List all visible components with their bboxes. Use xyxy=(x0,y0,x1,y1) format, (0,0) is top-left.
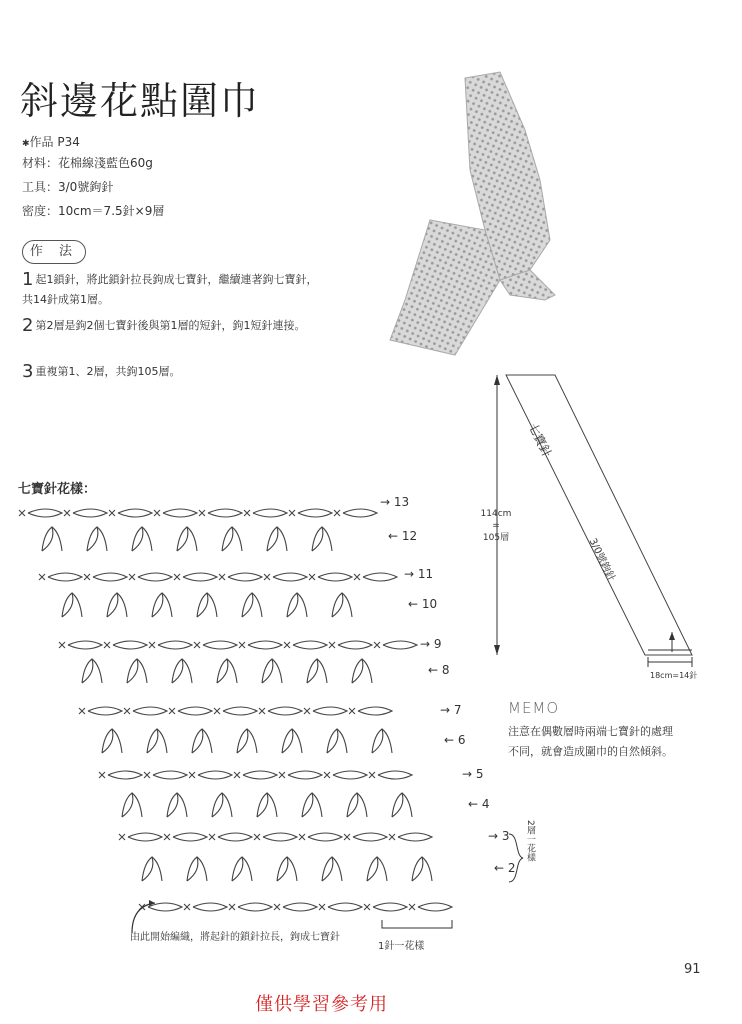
row-number: 6 xyxy=(457,733,466,747)
row-number: 5 xyxy=(475,767,484,781)
row-label xyxy=(468,797,490,811)
arrow-right-icon: → xyxy=(440,703,454,717)
loop-stitch xyxy=(377,857,387,881)
loop-stitch xyxy=(177,793,187,817)
howto-label: 作 法 xyxy=(22,240,86,264)
chain-loop xyxy=(183,573,217,581)
sc-stitch xyxy=(274,904,280,910)
sc-stitch xyxy=(59,642,65,648)
sc-stitch xyxy=(364,904,370,910)
chain-loop xyxy=(193,903,227,911)
row-number: 8 xyxy=(441,663,450,677)
sc-stitch xyxy=(184,904,190,910)
arrow-left-icon: ← xyxy=(468,797,482,811)
loop-stitch xyxy=(297,593,307,617)
step-text: 重複第1、2層，共鉤105層。 xyxy=(35,365,181,378)
loop-stitch xyxy=(267,527,278,551)
arrow-left-icon: ← xyxy=(428,663,442,677)
loop-stitch xyxy=(132,793,142,817)
chain-loop xyxy=(383,641,417,649)
length-label: 114cm = 105層 xyxy=(480,509,512,543)
start-note: 由此開始編織，將起針的鎖針拉長，鉤成七寶針 xyxy=(130,932,340,943)
sc-stitch xyxy=(264,574,270,580)
row-label xyxy=(388,529,417,543)
chain-loop xyxy=(248,641,282,649)
loop-stitch xyxy=(412,857,423,881)
sc-stitch xyxy=(104,642,110,648)
sc-stitch xyxy=(99,772,105,778)
loop-stitch xyxy=(87,527,98,551)
sc-stitch xyxy=(354,574,360,580)
loop-stitch xyxy=(232,527,242,551)
loop-stitch xyxy=(402,793,412,817)
row-label xyxy=(440,703,462,717)
sc-stitch xyxy=(129,574,135,580)
row-number: 10 xyxy=(421,597,438,611)
chain-loop xyxy=(208,509,242,517)
chain-loop xyxy=(243,771,277,779)
loop-stitch xyxy=(332,857,342,881)
row-number: 13 xyxy=(393,495,410,509)
loop-stitch xyxy=(132,527,143,551)
chain-loop xyxy=(48,573,82,581)
repeat-bracket xyxy=(378,918,458,934)
chain-loop xyxy=(238,903,272,911)
loop-stitch xyxy=(277,527,287,551)
loop-stitch xyxy=(122,793,133,817)
chain-loop xyxy=(273,573,307,581)
pattern-label: 七寶針花樣： xyxy=(18,482,97,497)
chain-loop xyxy=(263,833,297,841)
repeat-side-label: 2層一花樣 xyxy=(525,820,535,862)
sc-stitch xyxy=(164,834,170,840)
loop-stitch xyxy=(357,793,367,817)
sc-stitch xyxy=(259,708,265,714)
chain-loop xyxy=(228,573,262,581)
loop-stitch xyxy=(287,857,297,881)
chain-loop xyxy=(378,771,412,779)
chain-loop xyxy=(138,573,172,581)
page-title: 斜邊花點圍巾 xyxy=(20,79,261,123)
loop-stitch xyxy=(232,857,243,881)
loop-stitch xyxy=(312,793,322,817)
chain-loop xyxy=(313,707,347,715)
loop-stitch xyxy=(187,857,198,881)
loop-stitch xyxy=(382,729,392,753)
loop-stitch xyxy=(222,793,232,817)
watermark: 僅供學習參考用 xyxy=(255,994,388,1015)
chain-loop xyxy=(298,509,332,517)
loop-stitch xyxy=(112,729,122,753)
loop-stitch xyxy=(207,593,217,617)
loop-stitch xyxy=(252,593,262,617)
loop-stitch xyxy=(127,659,138,683)
loop-stitch xyxy=(147,729,158,753)
loop-stitch xyxy=(137,659,147,683)
loop-stitch xyxy=(372,729,383,753)
loop-stitch xyxy=(292,729,302,753)
sc-stitch xyxy=(304,708,310,714)
row-label xyxy=(462,767,484,781)
step-text: 起1鎖針，將此鎖針拉長鉤成七寶針，繼續連著鉤七寶針，共14針成第1層。 xyxy=(22,273,318,306)
chain-loop xyxy=(268,707,302,715)
arrow-left-icon: ← xyxy=(494,861,508,875)
loop-stitch xyxy=(287,593,298,617)
arrow-right-icon: → xyxy=(462,767,476,781)
chain-loop xyxy=(398,833,432,841)
loop-stitch xyxy=(332,593,343,617)
chain-loop xyxy=(418,903,452,911)
loop-stitch xyxy=(302,793,313,817)
sc-stitch xyxy=(284,642,290,648)
row-label xyxy=(420,637,442,651)
loop-stitch xyxy=(337,729,347,753)
loop-stitch xyxy=(262,659,273,683)
sc-stitch xyxy=(214,708,220,714)
step-1 xyxy=(22,270,322,310)
sc-stitch xyxy=(149,642,155,648)
chain-loop xyxy=(118,509,152,517)
chain-loop xyxy=(178,707,212,715)
loop-stitch xyxy=(282,729,293,753)
loop-stitch xyxy=(367,857,378,881)
row-label xyxy=(404,567,433,581)
step-number: 2 xyxy=(22,315,34,336)
sc-stitch xyxy=(309,574,315,580)
sc-stitch xyxy=(109,510,115,516)
loop-stitch xyxy=(142,857,153,881)
chain-loop xyxy=(173,833,207,841)
arrow-right-icon: → xyxy=(420,637,434,651)
loop-stitch xyxy=(202,729,212,753)
chain-loop xyxy=(158,641,192,649)
row-number: 9 xyxy=(433,637,442,651)
loop-stitch xyxy=(117,593,127,617)
page-number: 91 xyxy=(684,962,701,977)
material-line: 材料：花棉線淺藍色60g xyxy=(22,156,153,170)
arrow-left-icon: ← xyxy=(388,529,402,543)
sc-stitch xyxy=(239,642,245,648)
loop-stitch xyxy=(162,593,172,617)
arrow-right-icon: → xyxy=(404,567,418,581)
chain-loop xyxy=(203,641,237,649)
chain-loop xyxy=(113,641,147,649)
gauge-line: 密度：10cm＝7.5針×9層 xyxy=(22,204,165,218)
sc-stitch xyxy=(154,510,160,516)
chain-loop xyxy=(223,707,257,715)
sc-stitch xyxy=(219,574,225,580)
loop-stitch xyxy=(82,659,93,683)
loop-stitch xyxy=(242,857,252,881)
step-3 xyxy=(22,362,322,382)
arrow-right-icon: → xyxy=(488,829,502,843)
memo-body: 注意在偶數層時兩端七寶針的處理不同，就會造成圍巾的自然傾斜。 xyxy=(508,725,673,758)
sc-stitch xyxy=(19,510,25,516)
row-number: 3 xyxy=(501,829,510,843)
chain-loop xyxy=(28,509,62,517)
sc-stitch xyxy=(334,510,340,516)
loop-stitch xyxy=(307,659,318,683)
sc-stitch xyxy=(279,772,285,778)
arrow-right-icon: → xyxy=(380,495,394,509)
width-label: 18cm=14針 xyxy=(650,671,698,680)
loop-stitch xyxy=(247,729,257,753)
sc-stitch xyxy=(119,834,125,840)
chain-loop xyxy=(343,509,377,517)
sc-stitch xyxy=(64,510,70,516)
loop-stitch xyxy=(267,793,277,817)
row-number: 12 xyxy=(401,529,418,543)
sc-stitch xyxy=(254,834,260,840)
sc-stitch xyxy=(79,708,85,714)
sc-stitch xyxy=(299,834,305,840)
memo-title: MEMO xyxy=(508,699,560,717)
repeat-note: 1針一花樣 xyxy=(378,941,425,952)
chain-loop xyxy=(88,707,122,715)
loop-stitch xyxy=(52,527,62,551)
sc-stitch xyxy=(174,574,180,580)
loop-stitch xyxy=(257,793,268,817)
loop-stitch xyxy=(97,527,107,551)
loop-stitch xyxy=(142,527,152,551)
sc-stitch xyxy=(319,904,325,910)
loop-stitch xyxy=(192,729,203,753)
loop-stitch xyxy=(347,793,358,817)
chain-loop xyxy=(333,771,367,779)
loop-stitch xyxy=(157,729,167,753)
chain-loop xyxy=(198,771,232,779)
row-number: 4 xyxy=(481,797,490,811)
step-2 xyxy=(22,316,322,336)
scarf-photo xyxy=(380,70,580,360)
sc-stitch xyxy=(324,772,330,778)
loop-stitch xyxy=(92,659,102,683)
arrow-left-icon: ← xyxy=(444,733,458,747)
loop-stitch xyxy=(237,729,248,753)
chain-loop xyxy=(308,833,342,841)
chain-loop xyxy=(293,641,327,649)
sc-stitch xyxy=(189,772,195,778)
loop-stitch xyxy=(222,527,233,551)
loop-stitch xyxy=(152,593,163,617)
bullet-icon: ✱ xyxy=(22,139,30,149)
sc-stitch xyxy=(244,510,250,516)
hook-label: 3/0號鉤針 xyxy=(586,536,617,584)
loop-stitch xyxy=(187,527,197,551)
chain-loop xyxy=(108,771,142,779)
arrow-left-icon: ← xyxy=(408,597,422,611)
loop-stitch xyxy=(422,857,432,881)
loop-stitch xyxy=(182,659,192,683)
chain-loop xyxy=(133,707,167,715)
row-number: 7 xyxy=(453,703,462,717)
loop-stitch xyxy=(362,659,372,683)
chain-loop xyxy=(218,833,252,841)
sc-stitch xyxy=(84,574,90,580)
sc-stitch xyxy=(289,510,295,516)
sc-stitch xyxy=(229,904,235,910)
sc-stitch xyxy=(349,708,355,714)
chain-loop xyxy=(93,573,127,581)
sc-stitch xyxy=(374,642,380,648)
sc-stitch xyxy=(169,708,175,714)
chain-loop xyxy=(73,509,107,517)
sc-stitch xyxy=(389,834,395,840)
row-label xyxy=(428,663,450,677)
loop-stitch xyxy=(322,527,332,551)
chain-loop xyxy=(253,509,287,517)
loop-stitch xyxy=(212,793,223,817)
chain-loop xyxy=(283,903,317,911)
sc-stitch xyxy=(329,642,335,648)
sc-stitch xyxy=(344,834,350,840)
chain-loop xyxy=(353,833,387,841)
loop-stitch xyxy=(242,593,253,617)
loop-stitch xyxy=(327,729,338,753)
loop-stitch xyxy=(217,659,228,683)
chain-loop xyxy=(358,707,392,715)
chain-loop xyxy=(128,833,162,841)
loop-stitch xyxy=(272,659,282,683)
step-number: 3 xyxy=(22,361,34,382)
chain-loop xyxy=(288,771,322,779)
sc-stitch xyxy=(409,904,415,910)
loop-stitch xyxy=(72,593,82,617)
loop-stitch xyxy=(152,857,162,881)
sc-stitch xyxy=(199,510,205,516)
step-text: 第2層是鉤2個七寶針後與第1層的短針，鉤1短針連接。 xyxy=(35,319,306,332)
loop-stitch xyxy=(352,659,363,683)
row-number: 11 xyxy=(417,567,434,581)
loop-stitch xyxy=(172,659,183,683)
loop-stitch xyxy=(317,659,327,683)
chain-loop xyxy=(328,903,362,911)
step-number: 1 xyxy=(22,269,34,290)
sc-stitch xyxy=(209,834,215,840)
row-number: 2 xyxy=(507,861,516,875)
chain-loop xyxy=(363,573,397,581)
loop-stitch xyxy=(42,527,53,551)
sc-stitch xyxy=(234,772,240,778)
chain-loop xyxy=(318,573,352,581)
sc-stitch xyxy=(124,708,130,714)
loop-stitch xyxy=(342,593,352,617)
chain-loop xyxy=(373,903,407,911)
chain-loop xyxy=(153,771,187,779)
loop-stitch xyxy=(312,527,323,551)
row-label xyxy=(444,733,466,747)
loop-stitch xyxy=(322,857,333,881)
stitch-name-label: 七寶針 xyxy=(525,420,554,460)
loop-stitch xyxy=(107,593,118,617)
tool-line: 工具：3/0號鉤針 xyxy=(22,180,114,194)
row-label xyxy=(408,597,437,611)
chain-loop xyxy=(68,641,102,649)
loop-stitch xyxy=(167,793,178,817)
chain-loop xyxy=(338,641,372,649)
loop-stitch xyxy=(177,527,188,551)
sc-stitch xyxy=(39,574,45,580)
loop-stitch xyxy=(197,593,208,617)
loop-stitch xyxy=(392,793,403,817)
loop-stitch xyxy=(197,857,207,881)
loop-stitch xyxy=(102,729,113,753)
sc-stitch xyxy=(194,642,200,648)
loop-stitch xyxy=(227,659,237,683)
loop-stitch xyxy=(277,857,288,881)
loop-stitch xyxy=(62,593,73,617)
sc-stitch xyxy=(369,772,375,778)
work-reference: ✱作品 P34 xyxy=(22,135,80,149)
row-label xyxy=(380,495,409,509)
sc-stitch xyxy=(144,772,150,778)
chain-loop xyxy=(163,509,197,517)
